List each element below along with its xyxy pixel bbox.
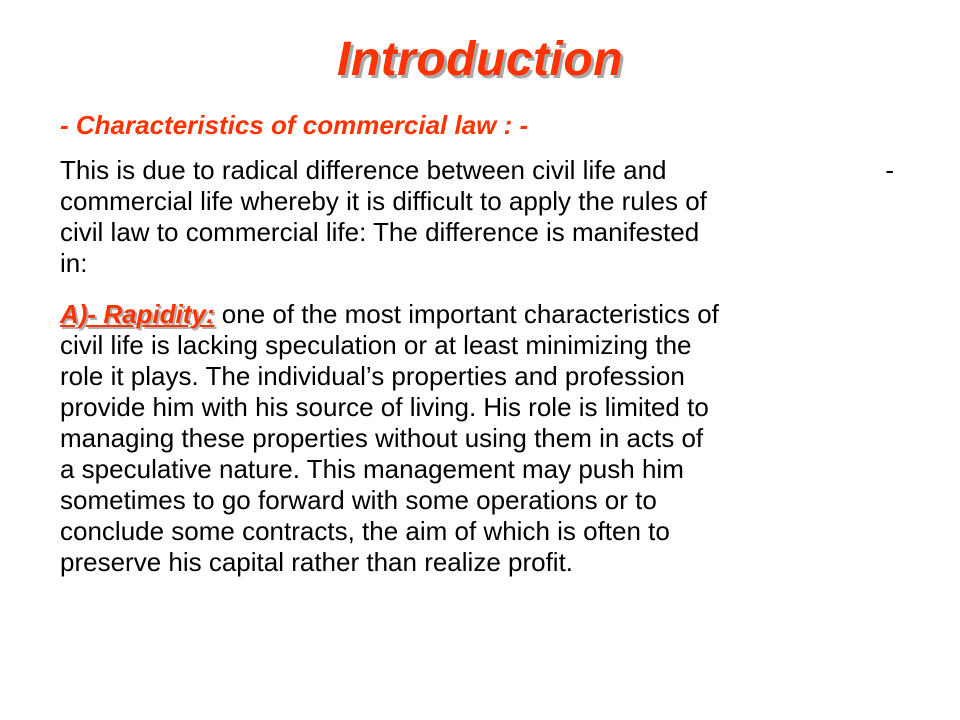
paragraph-line	[60, 155, 900, 186]
paragraph-line-dash: -	[885, 155, 894, 185]
paragraph-line: civil life is lacking speculation or at least minimizing the	[60, 330, 692, 360]
rapidity-term: A)- Rapidity:	[60, 299, 215, 329]
paragraph-line: conclude some contracts, the aim of which is often to	[60, 516, 670, 546]
paragraph-line: in:	[60, 248, 88, 278]
paragraph-line: civil law to commercial life: The difference is manifested	[60, 217, 700, 247]
paragraph-line-text: This is due to radical difference between civil life and	[60, 155, 667, 185]
paragraph-line: role it plays. The individual’s properties and profession	[60, 361, 685, 391]
paragraph-rapidity	[60, 299, 900, 578]
paragraph-line: preserve his capital rather than realize profit.	[60, 547, 574, 577]
section-heading: - Characteristics of commercial law : -	[60, 110, 529, 140]
paragraph-line: commercial life whereby it is difficult to apply the rules of	[60, 186, 707, 216]
paragraph-line: provide him with his source of living. His role is limited to	[60, 392, 709, 422]
paragraph-line: managing these properties without using them in acts of	[60, 423, 704, 453]
slide-title: Introduction	[337, 33, 623, 86]
paragraph-line-text: one of the most important characteristics of	[214, 299, 719, 329]
paragraph-line: sometimes to go forward with some operations or to	[60, 485, 657, 515]
paragraph-line: a speculative nature. This management may push him	[60, 454, 684, 484]
paragraph-intro	[60, 155, 900, 279]
paragraph-line	[60, 299, 900, 330]
